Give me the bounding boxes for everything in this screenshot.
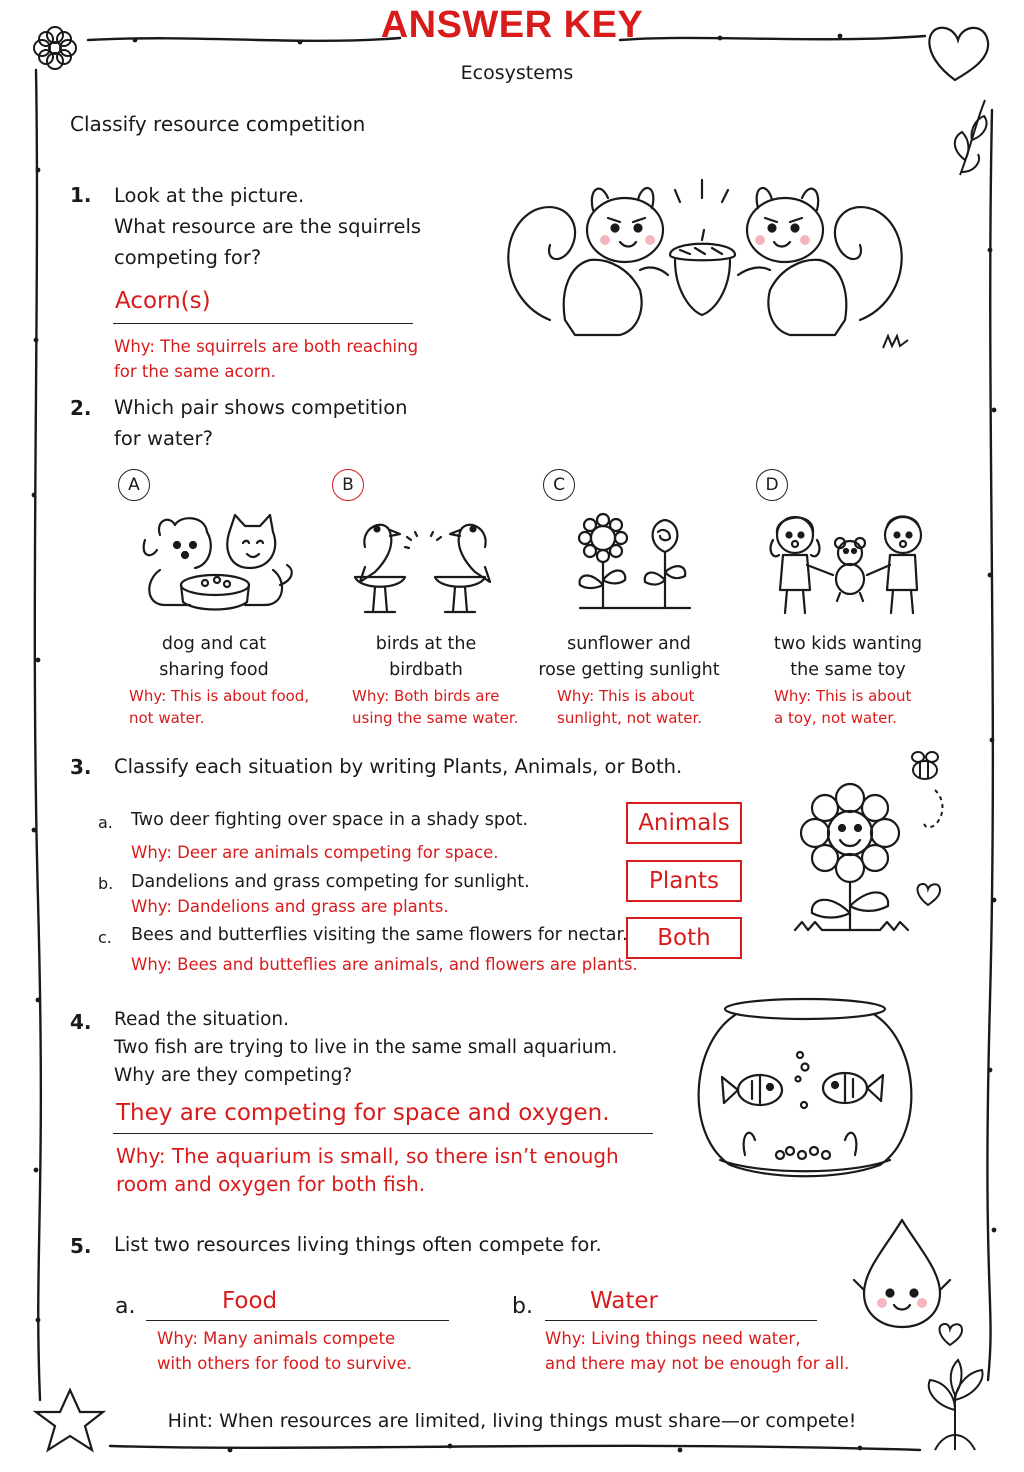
option-d-why <box>774 685 911 729</box>
situation-why: Why: Deer are animals competing for space. <box>131 843 499 862</box>
option-label-line: two kids wanting <box>773 634 923 654</box>
question-line: for water? <box>114 427 213 450</box>
answer-b-text: Water <box>590 1288 658 1314</box>
why-line: and there may not be enough for all. <box>545 1354 850 1373</box>
option-label-line: sunflower and <box>567 634 691 654</box>
option-label-line: birdbath <box>389 660 463 680</box>
answer-a-why <box>157 1326 412 1376</box>
option-c-why <box>557 685 702 729</box>
question-line: Read the situation. <box>114 1009 290 1030</box>
why-line: room and oxygen for both fish. <box>116 1172 426 1196</box>
section-title: Classify resource competition <box>70 112 366 136</box>
situation-letter: a. <box>98 813 113 832</box>
answer-line <box>113 1133 653 1134</box>
situation-text: Two deer fighting over space in a shady spot. <box>131 810 529 830</box>
smiling-flower-illustration <box>790 778 920 938</box>
question-number: 2. <box>70 396 92 420</box>
why-line: Why: Both birds are <box>352 687 500 705</box>
answer-box-plants: Plants <box>626 860 742 902</box>
fishbowl-illustration <box>690 995 920 1180</box>
situation-letter: c. <box>98 928 112 947</box>
squirrels-acorn-illustration <box>490 170 920 350</box>
option-a-letter[interactable]: A <box>118 469 150 501</box>
answer-line <box>545 1320 817 1321</box>
why-line: Why: This is about <box>557 687 695 705</box>
question-3-prompt: Classify each situation by writing Plants, Animals, or Both. <box>114 755 683 778</box>
why-explanation <box>114 334 418 384</box>
answer-b-letter: b. <box>512 1294 533 1319</box>
option-c-label <box>529 631 729 683</box>
question-line: Two fish are trying to live in the same small aquarium. <box>114 1037 618 1058</box>
question-line: Which pair shows competition <box>114 396 408 419</box>
leaf-sprig-icon <box>955 100 987 175</box>
why-line: a toy, not water. <box>774 709 897 727</box>
answer-line <box>113 323 413 324</box>
question-4-text <box>114 1006 617 1090</box>
answer-a-text: Food <box>222 1288 278 1314</box>
answer-box-both: Both <box>626 917 742 959</box>
small-heart-icon <box>918 884 940 905</box>
why-line: for the same acorn. <box>114 362 276 381</box>
option-d-letter[interactable]: D <box>756 469 788 501</box>
answer-text: They are competing for space and oxygen. <box>116 1100 610 1126</box>
why-line: not water. <box>129 709 205 727</box>
why-line: Why: Living things need water, <box>545 1329 801 1348</box>
kids-and-toy-illustration <box>765 505 935 617</box>
option-label-line: sharing food <box>159 660 269 680</box>
page-title: ANSWER KEY <box>380 4 644 46</box>
question-line: What resource are the squirrels <box>114 215 422 238</box>
situation-text: Bees and butterflies visiting the same flowers for nectar. <box>131 925 628 945</box>
plant-corner-icon <box>929 1360 983 1450</box>
question-number: 5. <box>70 1234 92 1258</box>
water-drop-illustration <box>852 1215 952 1330</box>
why-line: Why: Many animals compete <box>157 1329 396 1348</box>
sunflower-and-rose-illustration <box>565 510 705 615</box>
hint-text: Hint: When resources are limited, living things must share—or compete! <box>167 1410 857 1432</box>
option-b-label <box>326 631 526 683</box>
situation-why: Why: Dandelions and grass are plants. <box>131 897 449 916</box>
question-number: 4. <box>70 1010 92 1034</box>
option-label-line: dog and cat <box>161 634 267 654</box>
why-line: Why: The squirrels are both reaching <box>114 337 419 356</box>
situation-letter: b. <box>98 874 114 893</box>
why-line: sunlight, not water. <box>557 709 703 727</box>
option-label-line: the same toy <box>790 660 906 680</box>
situation-text: Dandelions and grass competing for sunlight. <box>131 872 530 892</box>
why-line: using the same water. <box>352 709 519 727</box>
answer-box-animals: Animals <box>626 802 742 844</box>
question-line: Why are they competing? <box>114 1065 353 1086</box>
answer-line <box>146 1320 449 1321</box>
option-c-letter[interactable]: C <box>543 469 575 501</box>
why-line: Why: The aquarium is small, so there isn’t enough <box>116 1144 619 1168</box>
option-b-why <box>352 685 518 729</box>
question-number: 3. <box>70 755 92 779</box>
question-2-text <box>114 392 408 454</box>
page-subtitle: Ecosystems <box>460 62 574 84</box>
option-b-letter-selected[interactable]: B <box>332 469 364 501</box>
question-line: Look at the picture. <box>114 184 305 207</box>
question-5-prompt: List two resources living things often compete for. <box>114 1233 602 1256</box>
why-explanation <box>116 1142 619 1198</box>
option-a-label <box>114 631 314 683</box>
why-line: Why: This is about <box>774 687 912 705</box>
situation-why: Why: Bees and butteflies are animals, and flowers are plants. <box>131 955 638 974</box>
dog-and-cat-illustration <box>135 510 295 615</box>
answer-b-why <box>545 1326 849 1376</box>
answer-text: Acorn(s) <box>115 288 211 314</box>
why-line: Why: This is about food, <box>129 687 310 705</box>
option-a-why <box>129 685 309 729</box>
question-line: competing for? <box>114 246 262 269</box>
birds-birdbath-illustration <box>345 512 505 617</box>
option-label-line: birds at the <box>375 634 477 654</box>
option-label-line: rose getting sunlight <box>538 660 720 680</box>
option-d-label <box>748 631 948 683</box>
why-line: with others for food to survive. <box>157 1354 412 1373</box>
question-number: 1. <box>70 183 92 207</box>
answer-a-letter: a. <box>115 1294 136 1319</box>
question-1-text <box>114 180 421 273</box>
